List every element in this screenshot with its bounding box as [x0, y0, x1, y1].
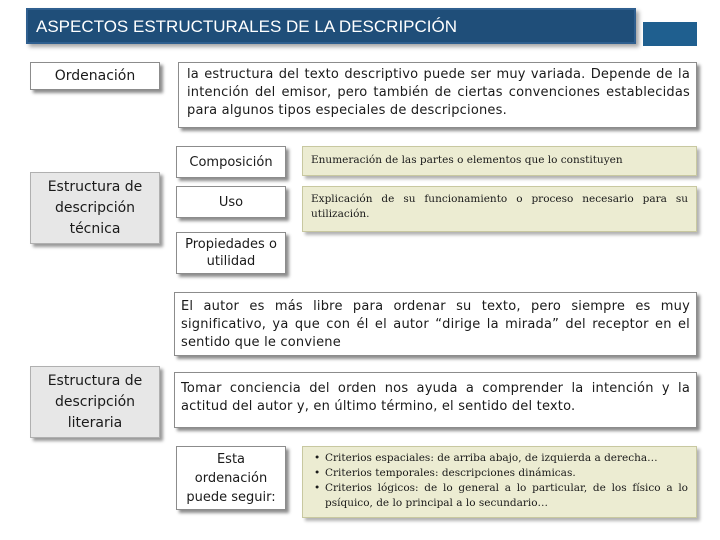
- criterion-item: • Criterios espaciales: de arriba abajo, de izquierda a derecha…: [325, 451, 688, 466]
- criterion-item: • Criterios temporales: descripciones dinámicas.: [325, 466, 688, 481]
- uso-label: Uso: [176, 186, 286, 218]
- page-title: ASPECTOS ESTRUCTURALES DE LA DESCRIPCIÓN: [26, 8, 636, 44]
- uso-description: Explicación de su funcionamiento o proceso necesario para su utilización.: [302, 186, 697, 232]
- criteria-list: [311, 451, 688, 511]
- literaria-text-1: El autor es más libre para ordenar su texto, pero siempre es muy significativo, ya que con él el autor “dirige la mirada” del receptor en el sentido que le conviene: [174, 292, 697, 356]
- literaria-label: Estructura de descripción literaria: [30, 366, 160, 438]
- criteria-box: [302, 446, 697, 518]
- literaria-text-2: Tomar conciencia del orden nos ayuda a comprender la intención y la actitud del autor y, en último término, el sentido del texto.: [174, 372, 697, 428]
- ordenacion-label: Ordenación: [30, 62, 160, 90]
- criterion-item: • Criterios lógicos: de lo general a lo particular, de los físico a lo psíquico, de lo principal a lo secundario…: [325, 481, 688, 511]
- ordenacion-text: la estructura del texto descriptivo puede ser muy variada. Depende de la intención del emisor, pero también de ciertas convenciones establecidas para algunos tipos especiales de descripciones.: [178, 62, 697, 128]
- composicion-label: Composición: [176, 146, 286, 178]
- decorative-corner-box: [643, 22, 697, 46]
- tecnica-label: Estructura de descripción técnica: [30, 172, 160, 244]
- ordenacion-seguir-label: Esta ordenación puede seguir:: [176, 446, 286, 510]
- composicion-description: Enumeración de las partes o elementos que lo constituyen: [302, 146, 697, 176]
- propiedades-label: Propiedades o utilidad: [176, 232, 286, 274]
